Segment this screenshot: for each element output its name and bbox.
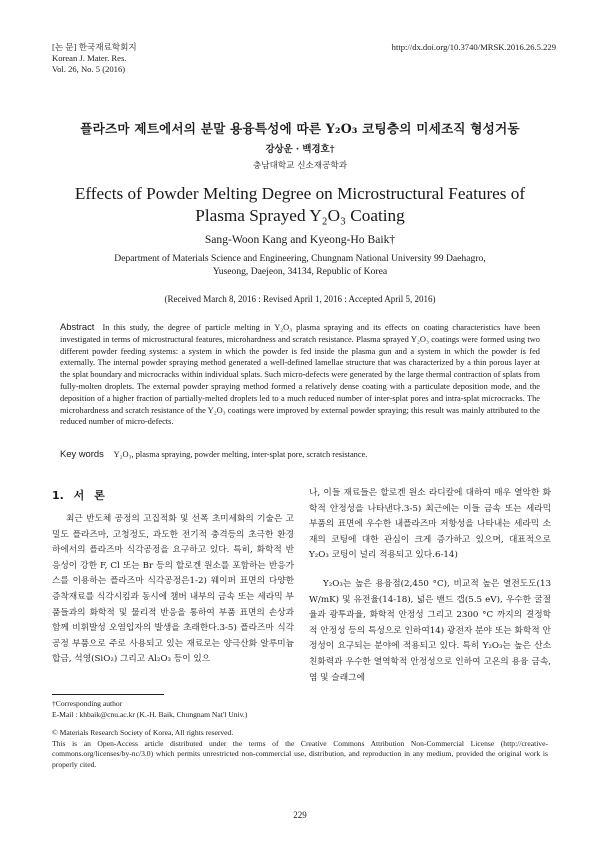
page-number: 229 (293, 810, 307, 820)
english-affiliation (60, 252, 540, 278)
body-paragraph: 나, 이들 재료들은 할로겐 원소 라디칼에 대하여 매우 열악한 화학적 안정성을 나타낸다.3-5) 최근에는 이들 금속 또는 세라믹 부품의 표면에 우수한 내플라즈마 저항성을 나타내는 세라믹 소재의 코팅에 대한 관심이 크게 증가하고 있으며, 대표적으로 Y₂O₃ 코팅이 널리 적용되고 있다.6-14) (309, 488, 551, 561)
license-text: This is an Open-Access article distributed under the terms of the Creative Commons Attribution Non-Commercial License (http://creative-commons.org/licenses/by-nc/3.0) which permits unrestricted non-commercial use, distribution, and reproduction in any medium, provided the original work is properly cited. (52, 738, 548, 769)
english-affiliation-line1: Department of Materials Science and Engineering, Chungnam National University 99 Daehagro, (114, 253, 486, 264)
license-note (52, 728, 548, 770)
korean-affiliation: 충남대학교 신소재공학과 (252, 161, 348, 171)
body-right-column-top (309, 486, 551, 564)
korean-title: 플라즈마 제트에서의 분말 용융특성에 따른 Y₂O₃ 코팅층의 미세조직 형성거동 (80, 121, 520, 136)
received-dates: (Received March 8, 2016 : Revised April 1, 2016 : Accepted April 5, 2016) (164, 294, 436, 304)
section-heading-introduction: 1. 서 론 (52, 489, 105, 502)
corresponding-author-note (52, 699, 548, 720)
journal-header (52, 42, 252, 75)
journal-name-kr: [논 문] 한국재료학회지 (52, 42, 137, 52)
keywords-label: Key words (60, 448, 104, 459)
korean-authors: 강상운 · 백경호† (265, 144, 335, 155)
keywords-text: Y₂O₃, plasma spraying, powder melting, inter-splat pore, scratch resistance. (113, 450, 368, 459)
copyright-line: © Materials Research Society of Korea, All rights reserved. (52, 728, 234, 737)
journal-name-en: Korean J. Mater. Res. (52, 53, 127, 63)
body-right-column-bottom (309, 577, 551, 686)
corresponding-author: †Corresponding author (52, 699, 123, 708)
abstract-text: In this study, the degree of particle melting in Y₂O₃ plasma spraying and its effects on coating characteristics have been investigated in terms of microstructural features, microhardness and scratch resistance. Plasma sprayed Y₂O₃ coatings were formed using two different powder feeding systems: a system in which the powder is fed inside the plasma gun and a system in which the powder is fed externally. The internal powder spraying method generated a well-defined lamellae structure that was characterized by a thin porous layer at the splat boundary and microcracks within individual splats. Such micro-defects were generated by the large thermal contraction of splats from fully-molten droplets. The external powder spraying method formed a relatively dense coating with a particulate deposition mode, and the deposition of a higher fraction of partially-melted droplets led to a much reduced number of inter-splat pores and intra-splat microcracks. The microhardness and scratch resistance of the Y₂O₃ coatings were improved by external powder spraying; this result was mainly attributed to the reduced number of micro-defects. (60, 323, 541, 427)
english-title (30, 183, 570, 227)
doi-link[interactable]: http://dx.doi.org/10.3740/MRSK.2016.26.5.229 (391, 42, 556, 52)
body-paragraph: 최근 반도체 공정의 고집적화 및 선폭 초미세화의 기술은 고밀도 플라즈마, 고청정도, 과도한 전기적 충격등의 초극한 환경 하에서의 플라즈마 식각공정을 요구하고 있다. 특히, 화학적 반응성이 강한 F, Cl 또는 Br 등의 할로겐 원소를 포함하는 반응가스를 이용하는 플라즈마 식각공정은1-2) 웨이퍼 표면의 다양한 증착재료를 식각시킴과 동시에 챔버 내부의 금속 또는 세라믹 부품들과의 화학적 및 물리적 반응을 통하여 부품 표면의 손상과 함께 비휘발성 오염입자의 발생을 초래한다.3-5) 플라즈마 식각공정 부품으로 주로 사용되고 있는 재료로는 양극산화 알루미늄 합금, 석영(SiO₂) 그리고 Al₂O₃ 등이 있으 (52, 514, 294, 665)
abstract-label: Abstract (60, 321, 95, 332)
english-affiliation-line2: Yuseong, Daejeon, 34134, Republic of Korea (212, 266, 388, 277)
english-title-line1: Effects of Powder Melting Degree on Microstructural Features of (74, 184, 526, 203)
english-title-line2: Plasma Sprayed Y₂O₃ Coating (195, 206, 405, 225)
english-authors: Sang-Woon Kang and Kyeong-Ho Baik† (204, 233, 396, 246)
abstract (60, 321, 540, 428)
keywords (60, 448, 540, 461)
journal-volume: Vol. 26, No. 5 (2016) (52, 64, 126, 74)
author-email[interactable]: E-Mail : khbaik@cnu.ac.kr (K.-H. Baik, Chungnam Nat'l Univ.) (52, 709, 248, 719)
body-left-column (52, 512, 294, 668)
body-paragraph: Y₂O₃는 높은 용융점(2,450 °C), 비교적 높은 열전도도(13 W/mK) 및 유전율(14-18), 넓은 밴드 갭(5.5 eV), 우수한 굴절율과 광투과율, 화학적 안정성 그리고 2300 °C 까지의 결정학적 안정성 등의 특성으로 인하여14) 광전자 분야 또는 화학적 안정성이 요구되는 분야에 적용되고 있다. 특히 Y₂O₃는 높은 산소 친화력과 우수한 열역학적 안정성으로 인하여 고온의 용융 금속, 염 및 슬래그에 (309, 579, 551, 683)
footnote-divider (52, 694, 164, 695)
